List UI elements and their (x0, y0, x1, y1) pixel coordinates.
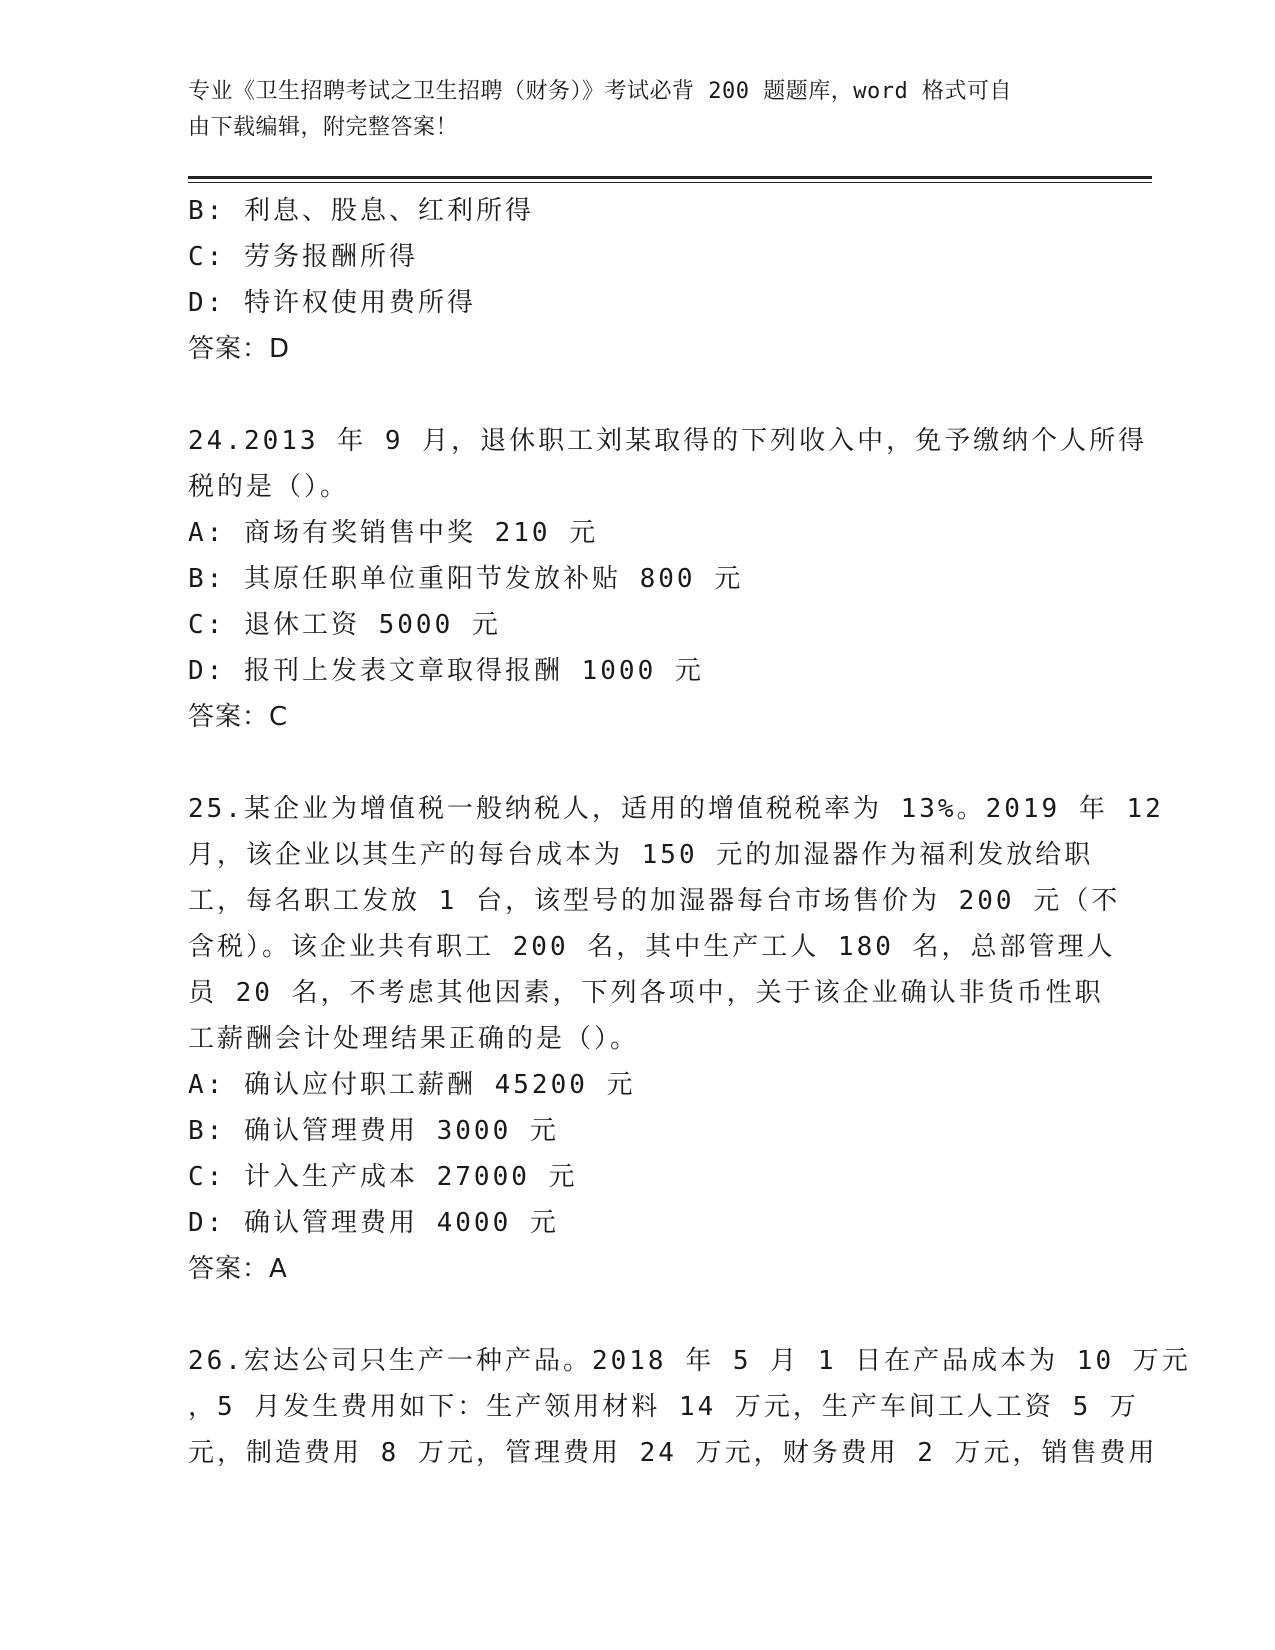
option-a: A: 确认应付职工薪酬 45200 元 (188, 1070, 636, 1100)
question-stem-line: 员 20 名，不考虑其他因素，下列各项中，关于该企业确认非货币性职 (188, 978, 1104, 1008)
option-a: A: 商场有奖销售中奖 210 元 (188, 518, 599, 548)
option-c: C: 计入生产成本 27000 元 (188, 1162, 578, 1192)
option-b: B: 其原任职单位重阳节发放补贴 800 元 (188, 564, 744, 594)
question-stem-line: 税的是（）。 (188, 472, 350, 502)
option-d: D: 报刊上发表文章取得报酬 1000 元 (188, 656, 704, 686)
question-stem-line: ，5 月发生费用如下：生产领用材料 14 万元，生产车间工人工资 5 万 (188, 1392, 1139, 1422)
header-line-1: 专业《卫生招聘考试之卫生招聘（财务）》考试必背 200 题题库，word 格式可自 (188, 79, 1012, 104)
previous-question-tail (188, 188, 1088, 372)
question-stem-line: 工，每名职工发放 1 台，该型号的加湿器每台市场售价为 200 元（不 (188, 886, 1121, 916)
answer-line: 答案：D (188, 334, 291, 364)
question-26 (188, 1338, 1191, 1476)
answer-line: 答案：A (188, 1254, 288, 1284)
question-stem-line: 25.某企业为增值税一般纳税人，适用的增值税税率为 13%。2019 年 12 (188, 794, 1164, 824)
option-b: B: 确认管理费用 3000 元 (188, 1116, 559, 1146)
document-body (188, 188, 1191, 1476)
option-c: C: 劳务报酬所得 (188, 242, 418, 272)
question-stem-line: 工薪酬会计处理结果正确的是（）。 (188, 1024, 640, 1054)
question-stem-line: 26.宏达公司只生产一种产品。2018 年 5 月 1 日在产品成本为 10 万元 (188, 1346, 1191, 1376)
option-d: D: 确认管理费用 4000 元 (188, 1208, 559, 1238)
question-stem-line: 元，制造费用 8 万元，管理费用 24 万元，财务费用 2 万元，销售费用 (188, 1438, 1158, 1468)
header-divider-thin (188, 182, 1152, 183)
option-c: C: 退休工资 5000 元 (188, 610, 501, 640)
question-stem-line: 月，该企业以其生产的每台成本为 150 元的加湿器作为福利发放给职 (188, 840, 1094, 870)
header-line-2: 由下载编辑，附完整答案！ (188, 115, 459, 140)
question-25 (188, 786, 1164, 1292)
header-divider-thick (188, 176, 1152, 179)
option-d: D: 特许权使用费所得 (188, 288, 476, 318)
answer-line: 答案：C (188, 702, 289, 732)
question-stem-line: 含税）。该企业共有职工 200 名，其中生产工人 180 名，总部管理人 (188, 932, 1116, 962)
question-stem-line: 24.2013 年 9 月，退休职工刘某取得的下列收入中，免予缴纳个人所得 (188, 426, 1148, 456)
document-header (188, 74, 1088, 146)
option-b: B: 利息、股息、红利所得 (188, 196, 534, 226)
question-24 (188, 418, 1148, 740)
